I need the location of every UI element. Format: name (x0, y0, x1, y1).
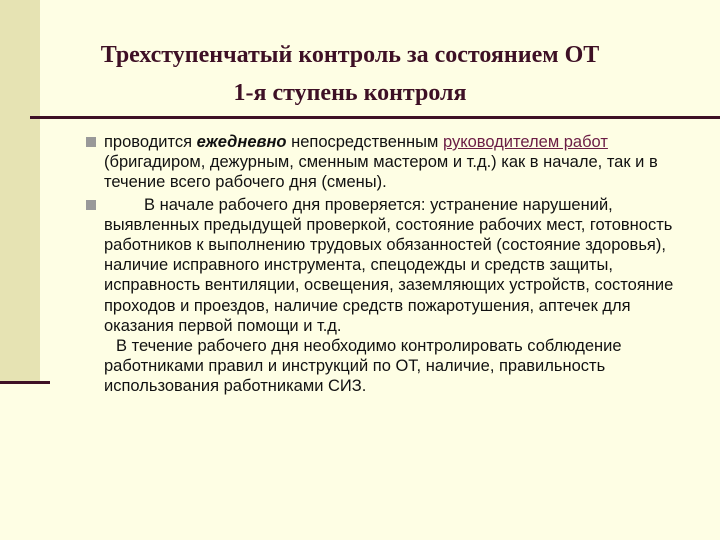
bullet2-paragraph-1-text: В начале рабочего дня проверяется: устранение нарушений, выявленных предыдущей проверкой, состояние рабочих мест, готовность работников к выполнению трудовых обязанностей (состояние здоровья), наличие исправного инструмента, спецодежды и средств защиты, исправность вентиляции, освещения, заземляющих устройств, состояние проходов и проездов, наличие средств пожаротушения, аптечек для оказания первой помощи и т.д. (104, 195, 674, 335)
bullet1-suffix: (бригадиром, дежурным, сменным мастером и т.д.) как в начале, так и в течение всего рабочего дня (смены). (104, 153, 658, 192)
slide-title (0, 36, 700, 112)
square-bullet-icon (86, 200, 96, 210)
title-line-2: 1-я ступень контроля (233, 80, 467, 106)
bullet1-emphasis: ежедневно (196, 133, 287, 151)
bullet1-middle: непосредственным (286, 133, 443, 151)
title-line-1: Трехступенчатый контроль за состоянием ОТ (100, 42, 600, 68)
bullet2-paragraph-2 (104, 336, 696, 397)
bullet-item-1 (86, 132, 696, 193)
supervisor-link[interactable]: руководителем работ (442, 133, 608, 151)
square-bullet-icon (86, 137, 96, 147)
bullet2-paragraph-1 (104, 195, 696, 336)
sidebar-accent-line (0, 381, 50, 384)
title-divider (30, 116, 720, 119)
bullet2-paragraph-2-text: В течение рабочего дня необходимо контролировать соблюдение работниками правил и инструкций по ОТ, наличие, правильность использования работниками СИЗ. (104, 337, 622, 396)
bullet-list (86, 132, 696, 399)
bullet-item-2 (86, 195, 696, 397)
bullet1-prefix: проводится (104, 133, 197, 151)
